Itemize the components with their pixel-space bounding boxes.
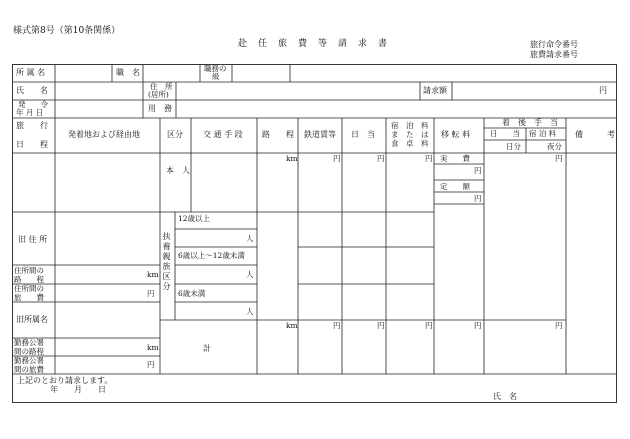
dependents-category-label: 扶養親族区分 <box>162 232 171 292</box>
rail-fare-header: 鉄道賃等 <box>304 130 336 139</box>
distance-header: 路 程 <box>262 130 294 139</box>
self-lodging-yen: 円 <box>425 154 433 163</box>
total-lodging-yen: 円 <box>425 321 433 330</box>
age-6-to-12-persons: 人 <box>246 270 254 279</box>
actual-cost-label: 実 費 <box>440 154 470 163</box>
duty-distance-label-2: 間の路程 <box>14 347 44 356</box>
distance-between-km: km <box>147 270 159 279</box>
travel-label: 旅 行 <box>16 121 48 130</box>
distance-between-label: 住所間の <box>14 266 44 275</box>
issue-date-label: 年 月 日 <box>16 108 44 117</box>
total-arrival-yen: 円 <box>555 321 563 330</box>
duty-distance-km: km <box>147 343 159 352</box>
over-12-label: 12歳以上 <box>178 214 211 223</box>
signature-label: 氏 名 <box>493 392 517 401</box>
fixed-amount-yen: 円 <box>474 194 482 203</box>
self-arrival-yen: 円 <box>555 154 563 163</box>
relocation-header: 移 転 料 <box>441 130 471 139</box>
fixed-amount-label: 定 額 <box>440 182 470 191</box>
lodging-header-2: ま た は <box>391 130 429 139</box>
after-arrival-header: 着 後 手 当 <box>502 118 558 127</box>
self-label: 本 人 <box>166 166 190 175</box>
travel-claim-number-label: 旅費請求番号 <box>530 50 578 59</box>
fare-between-label: 住所間の <box>14 284 44 293</box>
address-label: 住 所 <box>150 82 173 91</box>
issue-label: 発 令 <box>18 100 48 109</box>
business-label: 用 務 <box>148 104 172 113</box>
old-address-label: 旧 住 所 <box>18 235 48 244</box>
residence-label: (居所) <box>148 90 169 99</box>
self-daily-yen: 円 <box>377 154 385 163</box>
total-daily-yen: 円 <box>377 321 385 330</box>
under-6-persons: 人 <box>246 307 254 316</box>
name-label: 氏 名 <box>16 86 48 95</box>
distance-between-label-2: 路 程 <box>14 275 44 284</box>
affiliation-label: 所 属 名 <box>16 68 46 77</box>
nights-unit: 夜分 <box>547 142 562 151</box>
form-title: 赴 任 旅 費 等 請 求 書 <box>238 39 389 49</box>
days-unit: 日分 <box>506 142 521 151</box>
remarks-header: 備 考 <box>575 130 615 139</box>
under-6-label: 6歳未満 <box>178 289 206 298</box>
claim-amount-yen: 円 <box>599 86 607 95</box>
old-affiliation-label: 旧所属名 <box>16 315 48 324</box>
declaration-text: 上記のとおり請求します。 <box>17 376 113 385</box>
grade-label: 職務の <box>204 64 227 73</box>
age-6-to-12-label: 6歳以上～12歳未満 <box>178 251 245 260</box>
self-rail-yen: 円 <box>333 154 341 163</box>
route-header: 発着地および経由地 <box>68 130 140 139</box>
total-rail-yen: 円 <box>333 321 341 330</box>
duty-fare-label-2: 間の旅費 <box>14 365 44 374</box>
actual-cost-yen: 円 <box>474 166 482 175</box>
duty-fare-yen: 円 <box>147 360 155 369</box>
over-12-persons: 人 <box>246 234 254 243</box>
position-label: 職 名 <box>116 68 140 77</box>
arrival-lodging-header: 宿 泊 料 <box>529 129 557 138</box>
fare-between-label-2: 旅 費 <box>14 293 44 302</box>
total-relocation-yen: 円 <box>474 321 482 330</box>
claim-amount-label: 請求額 <box>423 86 447 95</box>
total-distance-km: km <box>286 321 298 330</box>
daily-allowance-header: 日 当 <box>351 130 375 139</box>
arrival-daily-header: 日 当 <box>490 129 520 138</box>
schedule-label: 日 程 <box>16 140 48 149</box>
transport-header: 交 通 手 段 <box>203 130 243 139</box>
form-number: 様式第8号（第10条関係） <box>13 26 121 36</box>
declaration-date: 年 月 日 <box>50 385 106 394</box>
duty-distance-label: 勤務公署 <box>14 338 44 347</box>
category-header: 区分 <box>167 130 183 139</box>
lodging-header-3: 食 卓 料 <box>391 139 429 148</box>
lodging-header-1: 宿 泊 料 <box>391 121 429 130</box>
duty-fare-label: 勤務公署 <box>14 356 44 365</box>
fare-between-yen: 円 <box>147 289 155 298</box>
self-distance-unit: km <box>286 154 298 163</box>
travel-order-number-label: 旅行命令番号 <box>530 40 578 49</box>
grade-label-suffix: 級 <box>212 72 220 81</box>
total-label: 計 <box>203 344 211 353</box>
